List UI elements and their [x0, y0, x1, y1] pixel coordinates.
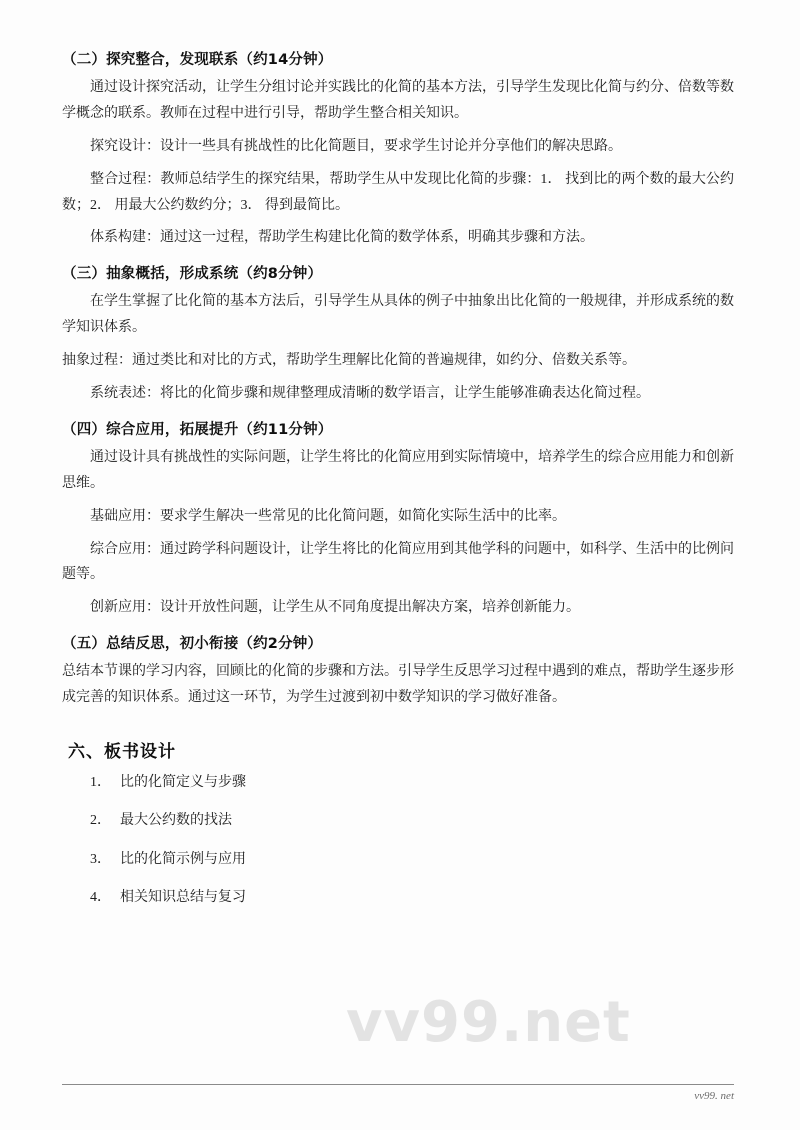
section-paragraph: 在学生掌握了比化简的基本方法后，引导学生从具体的例子中抽象出比化简的一般规律，并形成系统的数学知识体系。	[62, 294, 734, 336]
list-item-label: 相关知识总结与复习	[120, 890, 246, 906]
section-paragraph: 总结本节课的学习内容，回顾比的化简的步骤和方法。引导学生反思学习过程中遇到的难点，帮助学生逐步形成完善的知识体系。通过这一环节，为学生过渡到初中数学知识的学习做好准备。	[62, 664, 734, 706]
section-paragraph: 体系构建：通过这一过程，帮助学生构建比化简的数学体系，明确其步骤和方法。	[90, 230, 594, 246]
section-paragraph: 探究设计：设计一些具有挑战性的比化简题目，要求学生讨论并分享他们的解决思路。	[90, 138, 622, 154]
board-design-list	[62, 772, 734, 910]
section-heading: （三）抽象概括，形成系统（约8分钟）	[62, 266, 323, 283]
list-item-number: 4．	[90, 890, 111, 906]
section-heading: （五）总结反思，初小衔接（约2分钟）	[62, 636, 323, 653]
list-item	[90, 887, 734, 909]
footer-label: vv99. net	[694, 1090, 734, 1102]
section-paragraph: 创新应用：设计开放性问题，让学生从不同角度提出解决方案，培养创新能力。	[90, 600, 580, 616]
list-item-label: 最大公约数的找法	[120, 813, 232, 829]
section-paragraph: 抽象过程：通过类比和对比的方式，帮助学生理解比化简的普遍规律，如约分、倍数关系等。	[62, 353, 636, 369]
list-item-number: 1．	[90, 775, 111, 791]
footer-divider	[62, 1084, 734, 1085]
list-item	[90, 772, 734, 794]
document-body	[62, 48, 734, 926]
list-item-label: 比的化简定义与步骤	[120, 775, 246, 791]
list-item-number: 3．	[90, 851, 111, 867]
section-paragraph: 通过设计探究活动，让学生分组讨论并实践比的化简的基本方法，引导学生发现比化简与约分、倍数等数学概念的联系。教师在过程中进行引导，帮助学生整合相关知识。	[62, 80, 734, 121]
section-paragraph: 通过设计具有挑战性的实际问题，让学生将比的化简应用到实际情境中，培养学生的综合应用能力和创新思维。	[62, 449, 734, 491]
section-heading: （四）综合应用，拓展提升（约11分钟）	[62, 421, 333, 438]
list-item	[90, 849, 734, 871]
list-item-label: 比的化简示例与应用	[120, 851, 246, 867]
watermark: vv99.net	[346, 990, 631, 1055]
section-paragraph: 基础应用：要求学生解决一些常见的比化简问题，如简化实际生活中的比率。	[90, 508, 566, 524]
board-design-title: 六、板书设计	[68, 742, 176, 763]
section-paragraph: 整合过程：教师总结学生的探究结果，帮助学生从中发现比化简的步骤：1． 找到比的两个数的最大公约数；2． 用最大公约数约分；3． 得到最简比。	[62, 171, 734, 213]
list-item-number: 2．	[90, 813, 111, 829]
section-heading: （二）探究整合，发现联系（约14分钟）	[62, 52, 333, 68]
section-block	[62, 418, 734, 621]
section-paragraph: 系统表述：将比的化简步骤和规律整理成清晰的数学语言，让学生能够准确表达化简过程。	[90, 386, 650, 402]
section-block	[62, 48, 734, 251]
section-block	[62, 632, 734, 711]
list-item	[90, 810, 734, 832]
section-block	[62, 262, 734, 407]
section-paragraph: 综合应用：通过跨学科问题设计，让学生将比的化简应用到其他学科的问题中，如科学、生活中的比例问题等。	[62, 541, 734, 583]
